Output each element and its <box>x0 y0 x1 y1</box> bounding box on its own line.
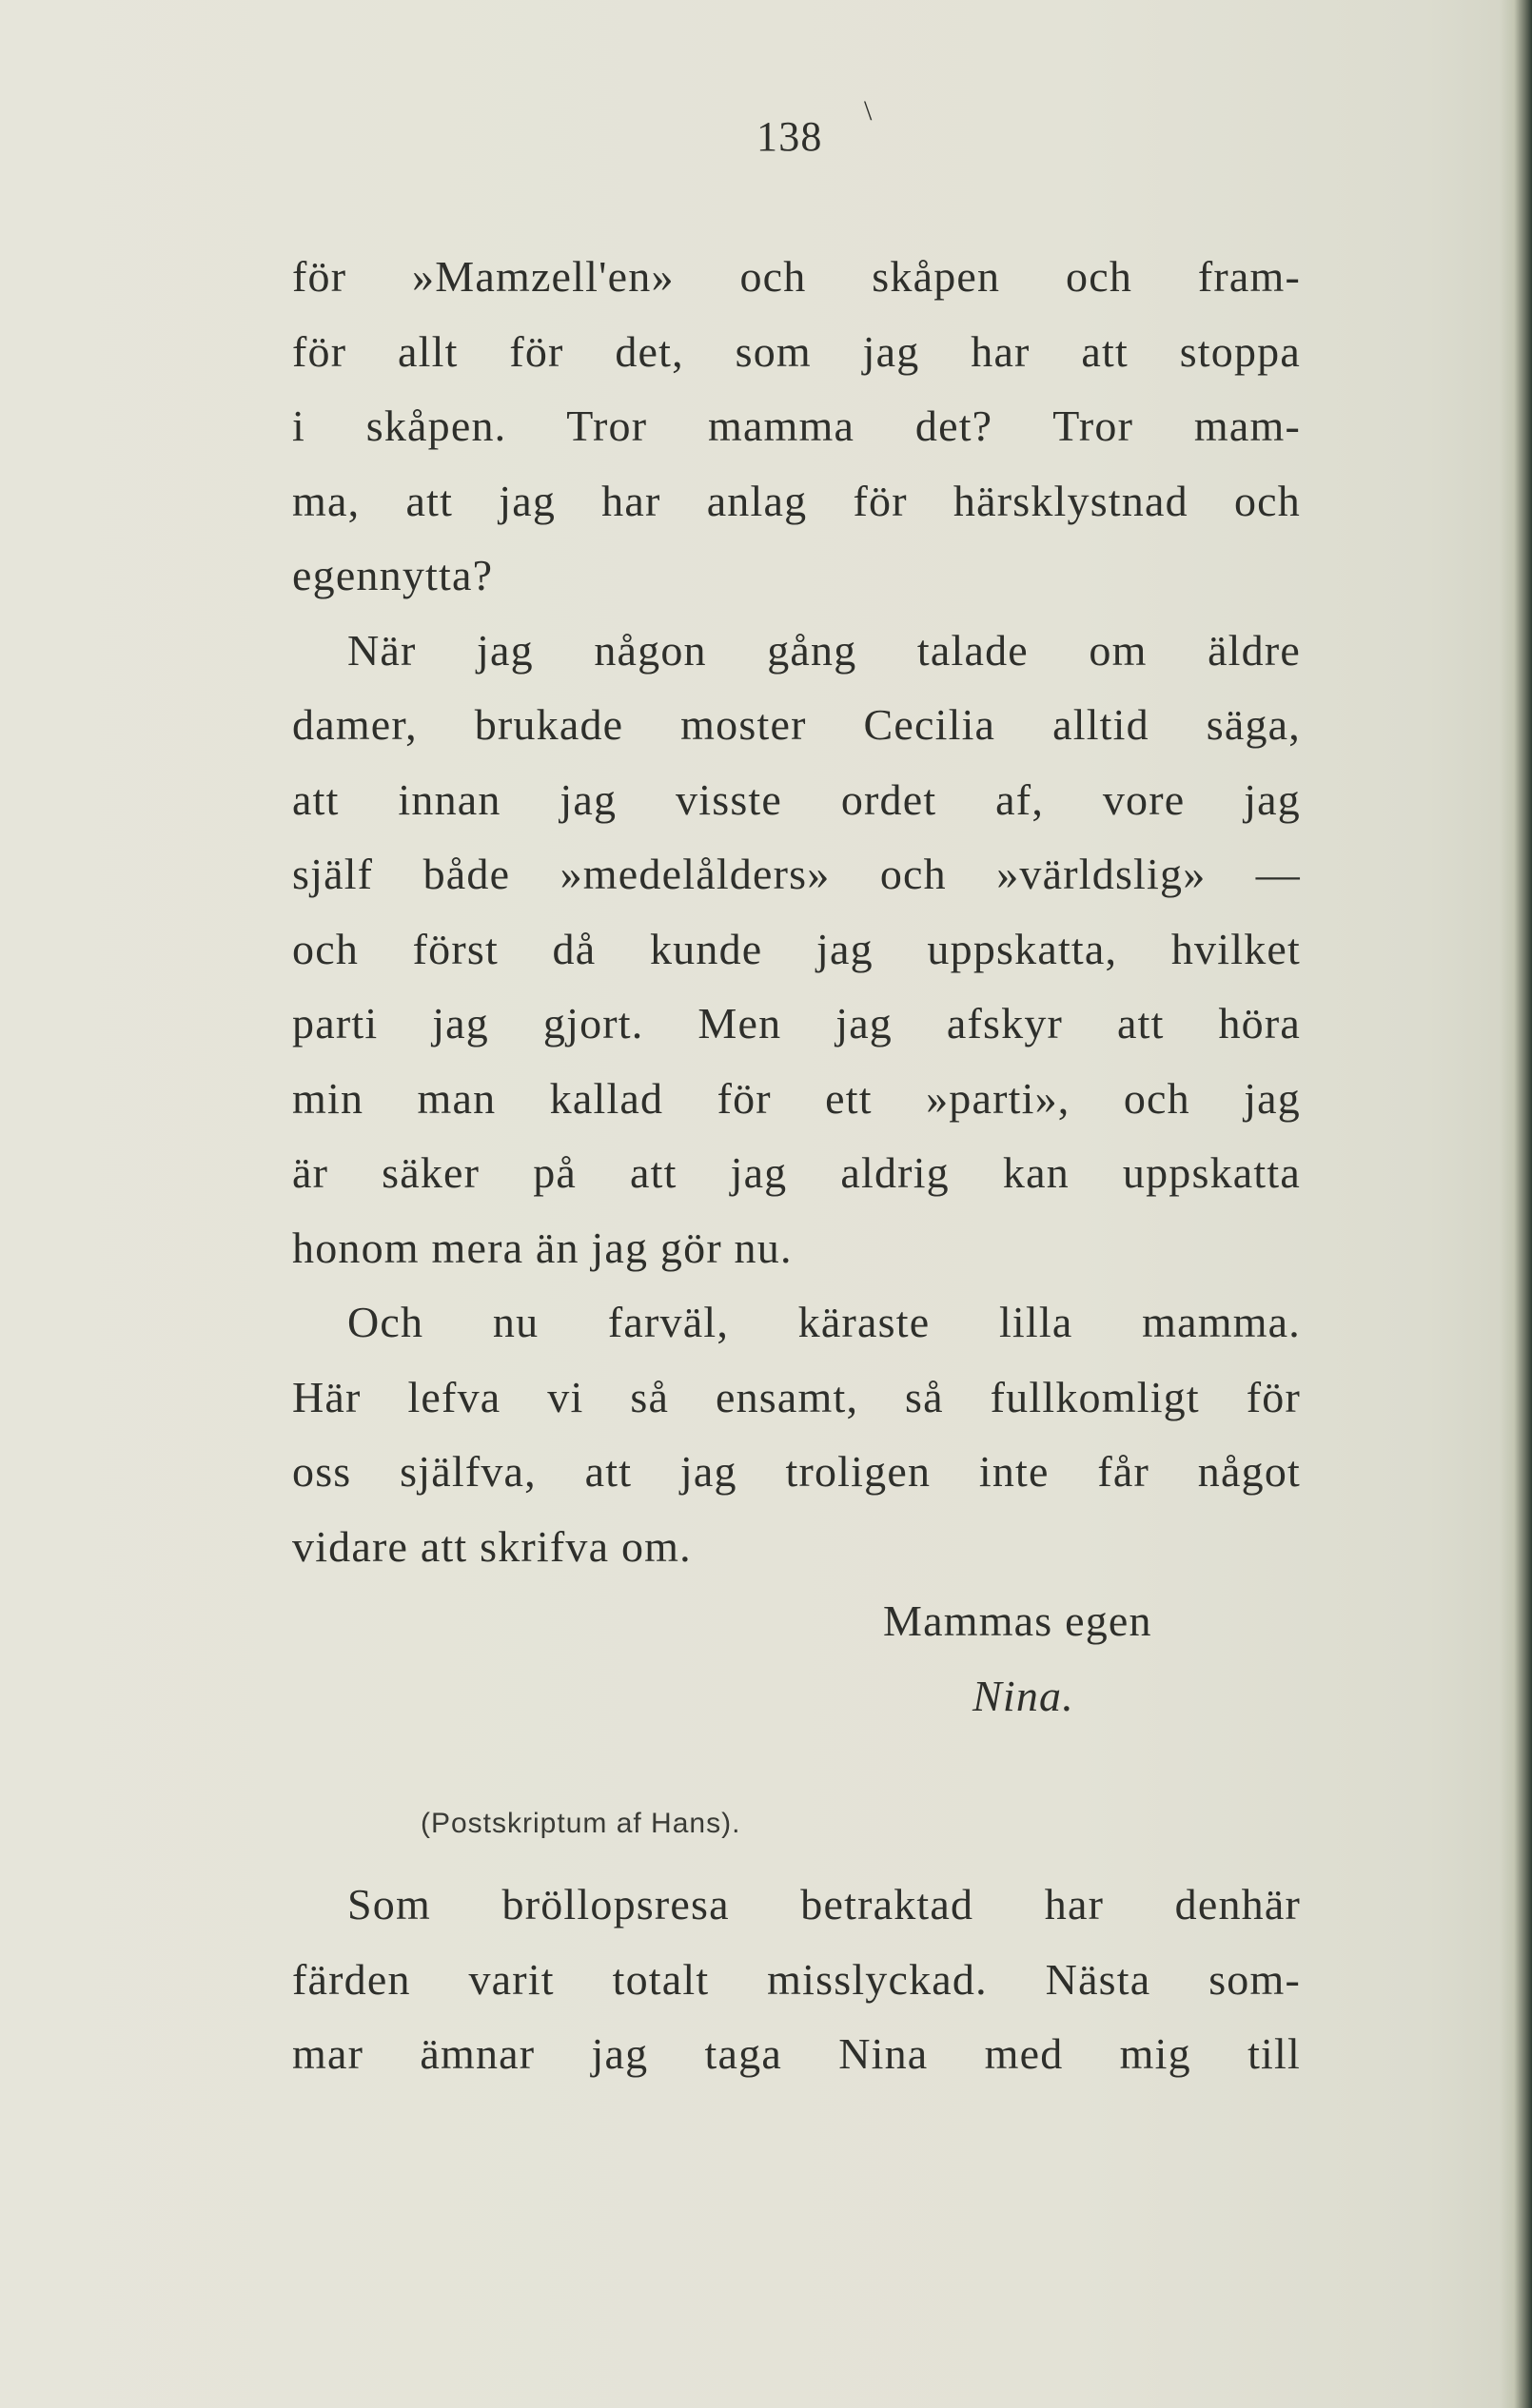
text-line: damer, brukade moster Cecilia alltid säga, <box>292 700 1301 749</box>
postscript-line: mar ämnar jag taga Nina med mig till <box>292 2029 1301 2078</box>
postscript-line: Som bröllopsresa betraktad har denhär <box>347 1880 1301 1928</box>
text-line: i skåpen. Tror mamma det? Tror mam- <box>292 401 1301 450</box>
signature-closing: Mammas egen <box>883 1596 1152 1645</box>
text-line: parti jag gjort. Men jag afskyr att höra <box>292 999 1301 1047</box>
text-line: honom mera än jag gör nu. <box>292 1224 793 1272</box>
text-line: Och nu farväl, käraste lilla mamma. <box>347 1298 1301 1346</box>
text-line: oss själfva, att jag troligen inte får något <box>292 1447 1301 1496</box>
text-line: Här lefva vi så ensamt, så fullkomligt för <box>292 1373 1301 1421</box>
page-edge-shadow <box>1500 0 1532 2408</box>
postscript-heading: (Postskriptum af Hans). <box>421 1808 741 1839</box>
text-line: När jag någon gång talade om äldre <box>347 626 1301 675</box>
postscript-line: färden varit totalt misslyckad. Nästa som- <box>292 1955 1301 2004</box>
text-line: för »Mamzell'en» och skåpen och fram- <box>292 252 1301 301</box>
text-line: vidare att skrifva om. <box>292 1522 692 1571</box>
text-line: och först då kunde jag uppskatta, hvilket <box>292 925 1301 973</box>
text-line: själf både »medelålders» och »världslig» — <box>292 850 1301 898</box>
signature-name: Nina. <box>972 1672 1074 1720</box>
text-line: att innan jag visste ordet af, vore jag <box>292 775 1301 824</box>
text-line: är säker på att jag aldrig kan uppskatta <box>292 1148 1301 1197</box>
text-line: egennytta? <box>292 551 494 599</box>
page-number: 138 <box>756 113 823 160</box>
text-line: ma, att jag har anlag för härsklystnad och <box>292 477 1301 525</box>
ink-mark: \ <box>864 95 874 127</box>
text-line: för allt för det, som jag har att stoppa <box>292 327 1301 376</box>
text-line: min man kallad för ett »parti», och jag <box>292 1074 1301 1123</box>
